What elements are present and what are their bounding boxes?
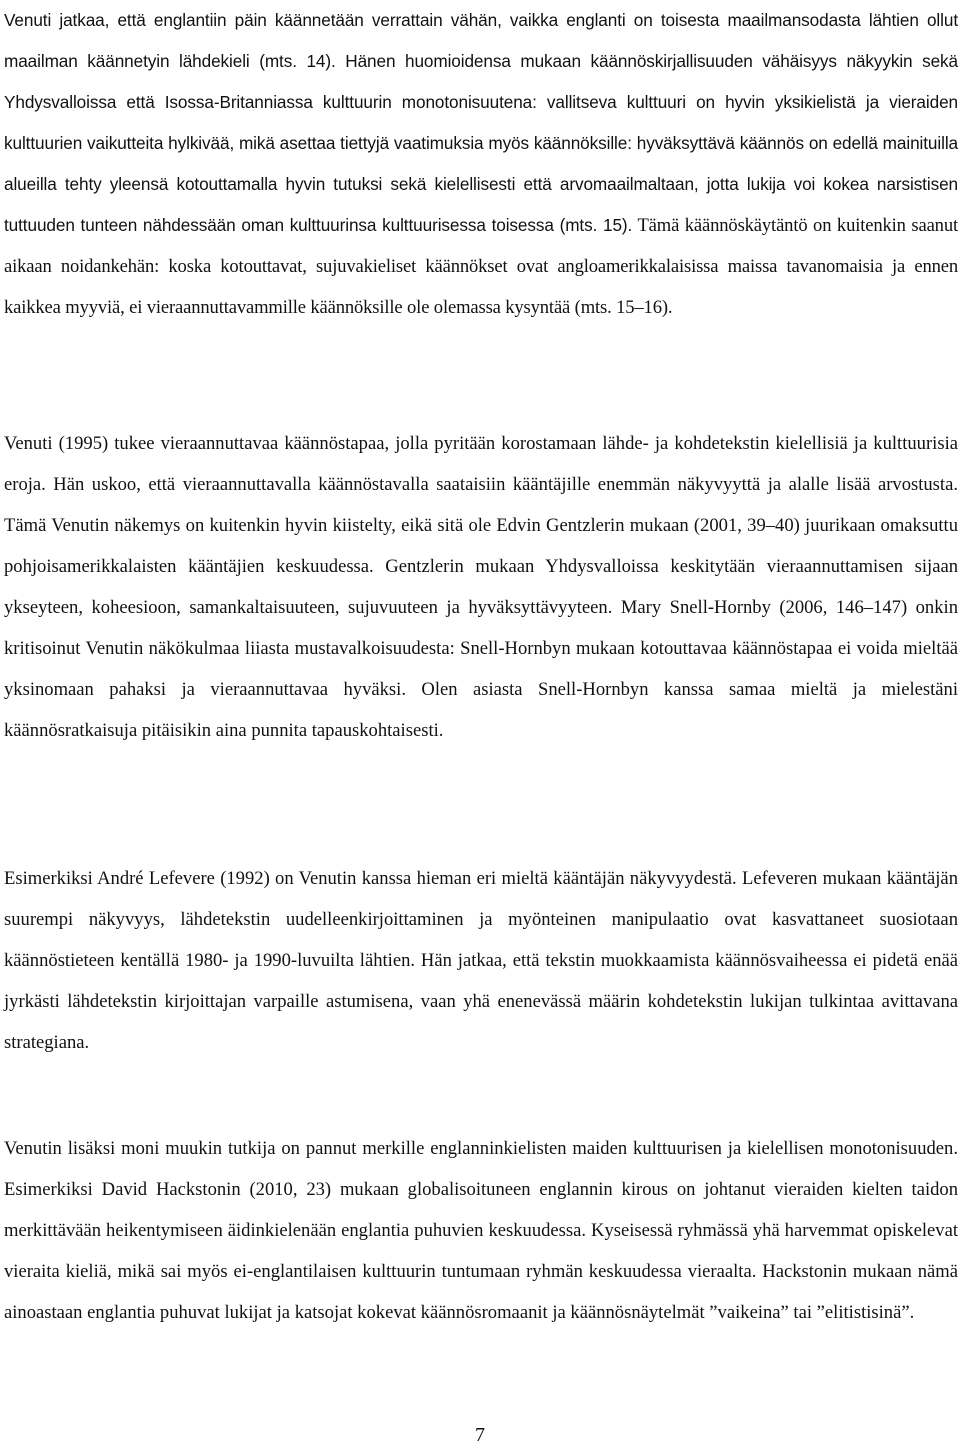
paragraph-3: Esimerkiksi André Lefevere (1992) on Venutin kanssa hieman eri mieltä kääntäjän näkyvyydestä. Lefeveren mukaan kääntäjän suurempi näkyvyys, lähdetekstin uudelleenkirjoittaminen ja myönteinen manipulaatio ovat kasvattaneet suosiotaan käännöstieteen kentällä 1980- ja 1990-luvuilta lähtien. Hän jatkaa, että tekstin muokkaamista käännösvaiheessa ei pidetä enää jyrkästi lähdetekstin kirjoittajan varpaille astumisena, vaan yhä enenevässä määrin kohdetekstin lukijan tulkintaa avittavana strategiana. xyxy=(4,868,958,1053)
page-number: 7 xyxy=(475,1424,485,1446)
paragraph-2: Venuti (1995) tukee vieraannuttavaa käännöstapaa, jolla pyritään korostamaan lähde- ja kohdetekstin kielellisiä ja kulttuurisia eroja. Hän uskoo, että vieraannuttavalla käännöstavalla saataisiin kääntäjille enemmän näkyvyyttä ja alalle lisää arvostusta. Tämä Venutin näkemys on kuitenkin hyvin kiistelty, eikä sitä ole Edvin Gentzlerin mukaan (2001, 39–40) juurikaan omaksuttu pohjoisamerikkalaisten kääntäjien keskuudessa. Gentzlerin mukaan Yhdysvalloissa keskitytään vieraannuttamisen sijaan ykseyteen, koheesioon, samankaltaisuuteen, sujuvuuteen ja hyväksyttävyyteen. Mary Snell-Hornby (2006, 146–147) onkin kritisoinut Venutin näkökulmaa liiasta mustavalkoisuudesta: Snell-Hornbyn mukaan kotouttavaa käännöstapaa ei voida mieltää yksinomaan pahaksi ja vieraannuttavaa hyväksi. Olen asiasta Snell-Hornbyn kanssa samaa mieltä ja mielestäni käännösratkaisuja pitäisikin aina punnita tapauskohtaisesti. xyxy=(4,433,958,741)
paragraph-4: Venutin lisäksi moni muukin tutkija on pannut merkille englanninkielisten maiden kulttuurisen ja kielellisen monotonisuuden. Esimerkiksi David Hackstonin (2010, 23) mukaan globalisoituneen englannin kirous on johtanut vieraiden kielten taidon merkittävään heikentymiseen äidinkielenään englantia puhuvien keskuudessa. Kyseisessä ryhmässä yhä harvemmat opiskelevat vieraita kieliä, mikä sai myös ei-englantilaisen kulttuurin tuntumaan ryhmän keskuudessa vieraalta. Hackstonin mukaan nämä ainoastaan englantia puhuvat lukijat ja katsojat kokevat käännösromaanit ja käännösnäytelmät ”vaikeina” tai ”elitistisinä”. xyxy=(4,1138,958,1323)
paragraph-1 xyxy=(4,0,958,328)
paragraph-1-serif-text: Tämä käännöskäytäntö on kuitenkin saanut aikaan noidankehän: koska kotouttavat, sujuvakieliset käännökset ovat angloamerikkalaisissa maissa tavanomaisia ja ennen kaikkea myyviä, ei vieraannuttavammille käännöksille ole olemassa kysyntää (mts. 15–16). xyxy=(4,215,958,318)
document-page xyxy=(4,0,958,1451)
paragraph-1-sans-text: Venuti jatkaa, että englantiin päin käännetään verrattain vähän, vaikka englanti on toisesta maailmansodasta lähtien ollut maailman käännetyin lähdekieli (mts. 14). Hänen huomioidensa mukaan käännöskirjallisuuden vähäisyys näkyykin sekä Yhdysvalloissa että Isossa-Britanniassa kulttuurin monotonisuutena: vallitseva kulttuuri on hyvin yksikielistä ja vieraiden kulttuurien vaikutteita hylkivää, mikä asettaa tiettyjä vaatimuksia myös käännöksille: hyväksyttävä käännös on edellä mainituilla alueilla tehty yleensä kotouttamalla hyvin tutuksi sekä kielellisesti että arvomaailmaltaan, jotta lukija voi kokea narsistisen tuttuuden tunteen nähdessään oman kulttuurinsa kulttuurisessa toisessa (mts. 15). xyxy=(4,10,958,235)
